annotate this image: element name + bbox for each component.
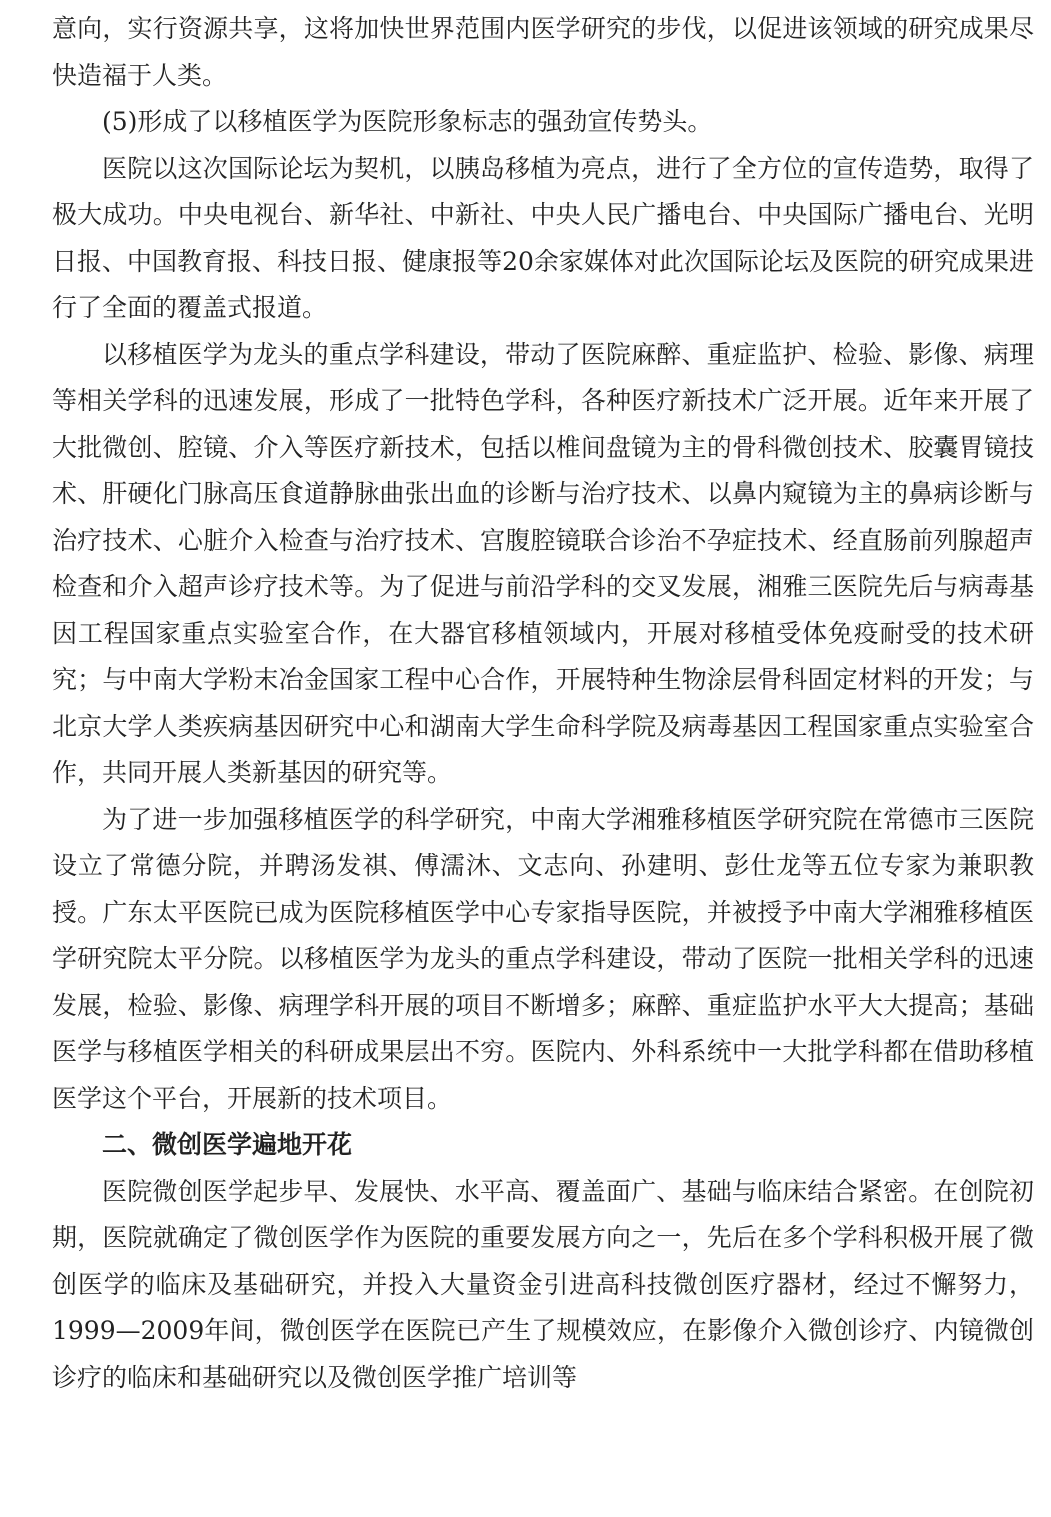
document-page: [52, 6, 1034, 1401]
paragraph-item-5: (5)形成了以移植医学为医院形象标志的强劲宣传势头。: [102, 107, 713, 136]
paragraph-minimally-invasive: 医院微创医学起步早、发展快、水平高、覆盖面广、基础与临床结合紧密。在创院初期，医院就确定了微创医学作为医院的重要发展方向之一，先后在多个学科积极开展了微创医学的临床及基础研究，并投入大量资金引进高科技微创医疗器材，经过不懈努力，1999—2009年间，微创医学在医院已产生了规模效应，在影像介入微创诊疗、内镜微创诊疗的临床和基础研究以及微创医学推广培训等: [52, 1176, 1034, 1392]
paragraph-key-disciplines: 以移植医学为龙头的重点学科建设，带动了医院麻醉、重症监护、检验、影像、病理等相关学科的迅速发展，形成了一批特色学科，各种医疗新技术广泛开展。近年来开展了大批微创、腔镜、介入等医疗新技术，包括以椎间盘镜为主的骨科微创技术、胶囊胃镜技术、肝硬化门脉高压食道静脉曲张出血的诊断与治疗技术、以鼻内窥镜为主的鼻病诊断与治疗技术、心脏介入检查与治疗技术、宫腹腔镜联合诊治不孕症技术、经直肠前列腺超声检查和介入超声诊疗技术等。为了促进与前沿学科的交叉发展，湘雅三医院先后与病毒基因工程国家重点实验室合作，在大器官移植领域内，开展对移植受体免疫耐受的技术研究；与中南大学粉末冶金国家工程中心合作，开展特种生物涂层骨科固定材料的开发；与北京大学人类疾病基因研究中心和湖南大学生命科学院及病毒基因工程国家重点实验室合作，共同开展人类新基因的研究等。: [52, 339, 1034, 787]
paragraph-research-branches: 为了进一步加强移植医学的科学研究，中南大学湘雅移植医学研究院在常德市三医院设立了常德分院，并聘汤发祺、傅濡沐、文志向、孙建明、彭仕龙等五位专家为兼职教授。广东太平医院已成为医院移植医学中心专家指导医院，并被授予中南大学湘雅移植医学研究院太平分院。以移植医学为龙头的重点学科建设，带动了医院一批相关学科的迅速发展，检验、影像、病理学科开展的项目不断增多；麻醉、重症监护水平大大提高；基础医学与移植医学相关的科研成果层出不穷。医院内、外科系统中一大批学科都在借助移植医学这个平台，开展新的技术项目。: [52, 804, 1034, 1113]
paragraph-publicity: 医院以这次国际论坛为契机，以胰岛移植为亮点，进行了全方位的宣传造势，取得了极大成功。中央电视台、新华社、中新社、中央人民广播电台、中央国际广播电台、光明日报、中国教育报、科技日报、健康报等20余家媒体对此次国际论坛及医院的研究成果进行了全面的覆盖式报道。: [52, 153, 1034, 322]
section-heading: 二、微创医学遍地开花: [102, 1130, 353, 1159]
paragraph-continuation: 意向，实行资源共享，这将加快世界范围内医学研究的步伐，以促进该领域的研究成果尽快造福于人类。: [52, 14, 1034, 90]
